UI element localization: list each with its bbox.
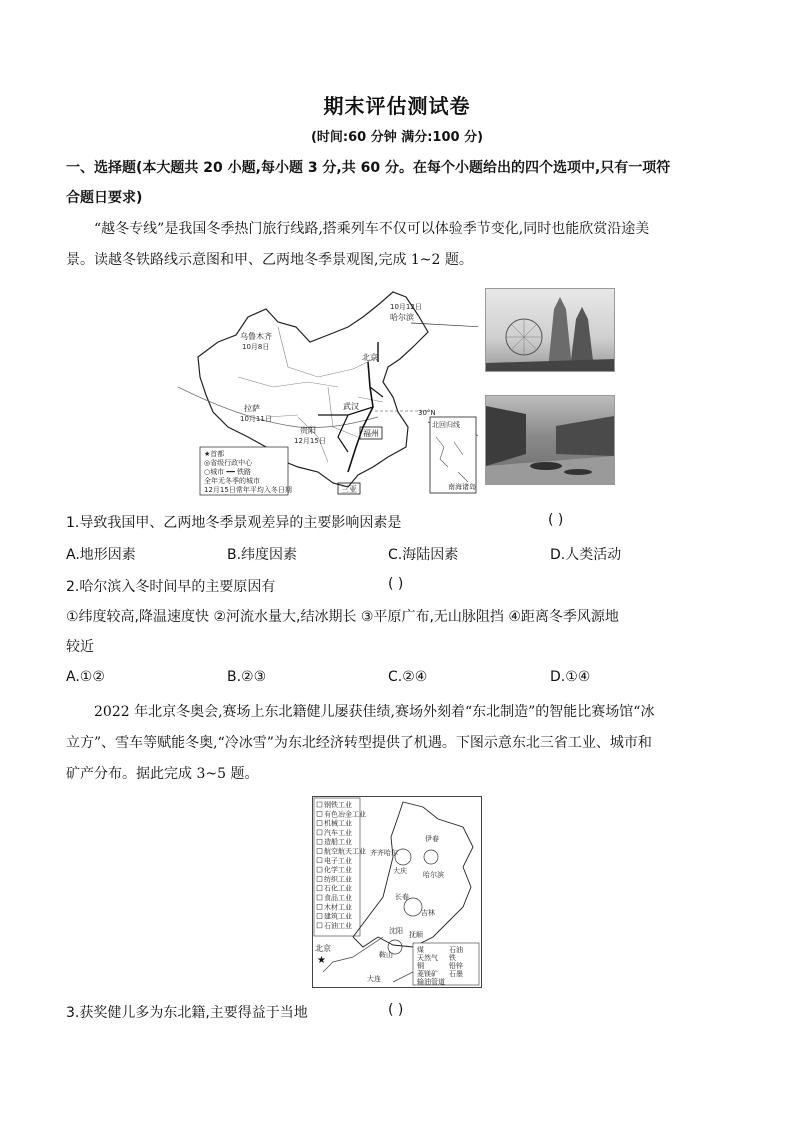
q2-bracket: ( ) (388, 576, 404, 592)
map1-sanya: 三亚 (341, 485, 357, 494)
section-heading-line1: 一、选择题(本大题共 20 小题,每小题 3 分,共 60 分。在每个小题给出的四个选项中,只有一项符 (66, 160, 671, 176)
map2-shenyang: 沈阳 (389, 927, 403, 935)
q1-stem-row (66, 512, 401, 532)
q2-statements-line1: ①纬度较高,降温速度快 ②河流水量大,结冰期长 ③平原广布,无山脉阻挡 ④距离冬季风源地 (66, 609, 619, 625)
star-icon: ★ (317, 955, 326, 966)
inset-top: 北回归线 (432, 421, 460, 429)
passage2-line3: 矿产分布。据此完成 3~5 题。 (66, 766, 259, 782)
industry-legend-label: 食品工业 (324, 894, 352, 902)
q1-stem: 1.导致我国甲、乙两地冬季景观差异的主要影响因素是 (66, 515, 402, 531)
industry-legend-label: 纺织工业 (324, 875, 352, 884)
section-heading-line2: 合题日要求) (66, 190, 143, 206)
q1-option-b[interactable]: B.纬度因素 (227, 547, 298, 563)
map1-harbin-date: 10月12日 (390, 303, 422, 311)
industry-legend-label: 木材工业 (324, 903, 352, 912)
northeast-industry-map (312, 796, 482, 988)
q1-option-d[interactable]: D.人类活动 (550, 547, 622, 563)
passage2-line2: 立方”、雪车等赋能冬奥,“冷冰雪”为东北经济转型提供了机遇。下图示意东北三省工业、城市和 (66, 735, 652, 751)
map1-fuzhou: 福州 (363, 429, 379, 438)
legend-provincial: ◎省级行政中心 (204, 459, 253, 467)
q2-option-d[interactable]: D.①④ (550, 669, 591, 685)
resource-legend-label: 铅锌 (449, 962, 463, 970)
industry-legend-label: 航空航天工业 (324, 847, 366, 856)
q2-option-c[interactable]: C.②④ (388, 669, 428, 685)
map2-daqing: 大庆 (393, 867, 407, 875)
industry-legend-label: 有色冶金工业 (324, 810, 366, 819)
photo-jiangnan-winter (485, 395, 615, 485)
resource-legend-label: 煤 (417, 946, 424, 954)
industry-legend-label: 电子工业 (324, 856, 352, 865)
map1-guiyang-date: 12月15日 (294, 437, 326, 445)
map2-qiqihar: 齐齐哈尔 (370, 849, 398, 857)
q3-stem: 3.获奖健儿多为东北籍,主要得益于当地 (66, 1005, 308, 1021)
passage2-line1: 2022 年北京冬奥会,赛场上东北籍健儿屡获佳绩,赛场外刻着“东北制造”的智能比赛场馆“冰 (94, 704, 655, 720)
northeast-map-drawing (313, 797, 481, 987)
map1-guiyang: 贵阳 (300, 426, 316, 435)
q3-bracket: ( ) (388, 1002, 404, 1018)
map1-harbin: 哈尔滨 (390, 313, 414, 322)
industry-legend-label: 汽车工业 (324, 828, 352, 837)
map2-beijing: 北京 (315, 944, 331, 953)
resource-legend-label: 铁 (449, 954, 456, 962)
map1-urumqi-date: 10月8日 (242, 343, 270, 351)
legend-date-note: 12月15日常年平均入冬日期 (204, 486, 292, 494)
legend-capital: ★首都 (204, 450, 225, 458)
map2-jilin: 吉林 (421, 909, 435, 917)
q2-option-b[interactable]: B.②③ (227, 669, 267, 685)
map2-yichun: 伊春 (425, 835, 439, 843)
legend-city-rail: ○城市 ━━ 铁路 (204, 468, 251, 476)
map1-latitude: 30°N (418, 409, 436, 417)
legend-no-winter: 全年无冬季的城市 (204, 477, 260, 485)
industry-legend-label: 化学工业 (324, 866, 352, 875)
china-map-drawing (178, 287, 478, 497)
passage1-line2: 景。读越冬铁路线示意图和甲、乙两地冬季景观图,完成 1~2 题。 (66, 252, 473, 268)
map1-beijing: 北京 (362, 353, 378, 362)
map2-harbin: 哈尔滨 (423, 871, 444, 879)
resource-legend-label: 石油 (449, 946, 463, 954)
q2-statements-line2: 较近 (66, 639, 94, 655)
map2-fushun: 抚顺 (409, 931, 423, 939)
industry-legend-label: 石化工业 (324, 884, 352, 893)
inset-bottom: 南海诸岛 (448, 483, 476, 491)
map1-lhasa: 拉萨 (244, 404, 260, 413)
page-title: 期末评估测试卷 (323, 94, 471, 118)
resource-legend-label: 输油管道 (417, 978, 445, 986)
industry-legend-label: 建筑工业 (324, 912, 352, 921)
industry-legend-label: 钢铁工业 (324, 801, 352, 809)
resource-legend-label: 铜 (417, 962, 424, 970)
map1-urumqi: 乌鲁木齐 (240, 332, 272, 341)
resource-legend-label: 天然气 (417, 954, 438, 962)
map1-lhasa-date: 10月11日 (240, 415, 272, 423)
resource-legend-label: 石墨 (449, 970, 463, 978)
resource-legend-label: 菱镁矿 (417, 970, 438, 978)
industry-legend-label: 机械工业 (324, 819, 352, 828)
photo-harbin-winter (485, 288, 615, 372)
winter-rail-map (178, 287, 478, 497)
exam-subtitle: (时间:60 分钟 满分:100 分) (310, 130, 484, 145)
map2-changchun: 长春 (395, 893, 409, 901)
industry-legend-label: 石油工业 (324, 921, 352, 930)
industry-legend-label: 造船工业 (324, 838, 352, 847)
q2-stem: 2.哈尔滨入冬时间早的主要原因有 (66, 579, 276, 595)
q2-option-a[interactable]: A.①② (66, 669, 105, 685)
map2-dalian: 大连 (367, 975, 381, 983)
q1-option-a[interactable]: A.地形因素 (66, 547, 136, 563)
q1-option-c[interactable]: C.海陆因素 (388, 547, 459, 563)
q1-bracket: ( ) (548, 512, 564, 528)
map2-anshan: 鞍山 (379, 951, 393, 959)
passage1-line1: “越冬专线”是我国冬季热门旅行线路,搭乘列车不仅可以体验季节变化,同时也能欣赏沿途美 (94, 221, 650, 237)
map1-wuhan: 武汉 (343, 402, 359, 411)
